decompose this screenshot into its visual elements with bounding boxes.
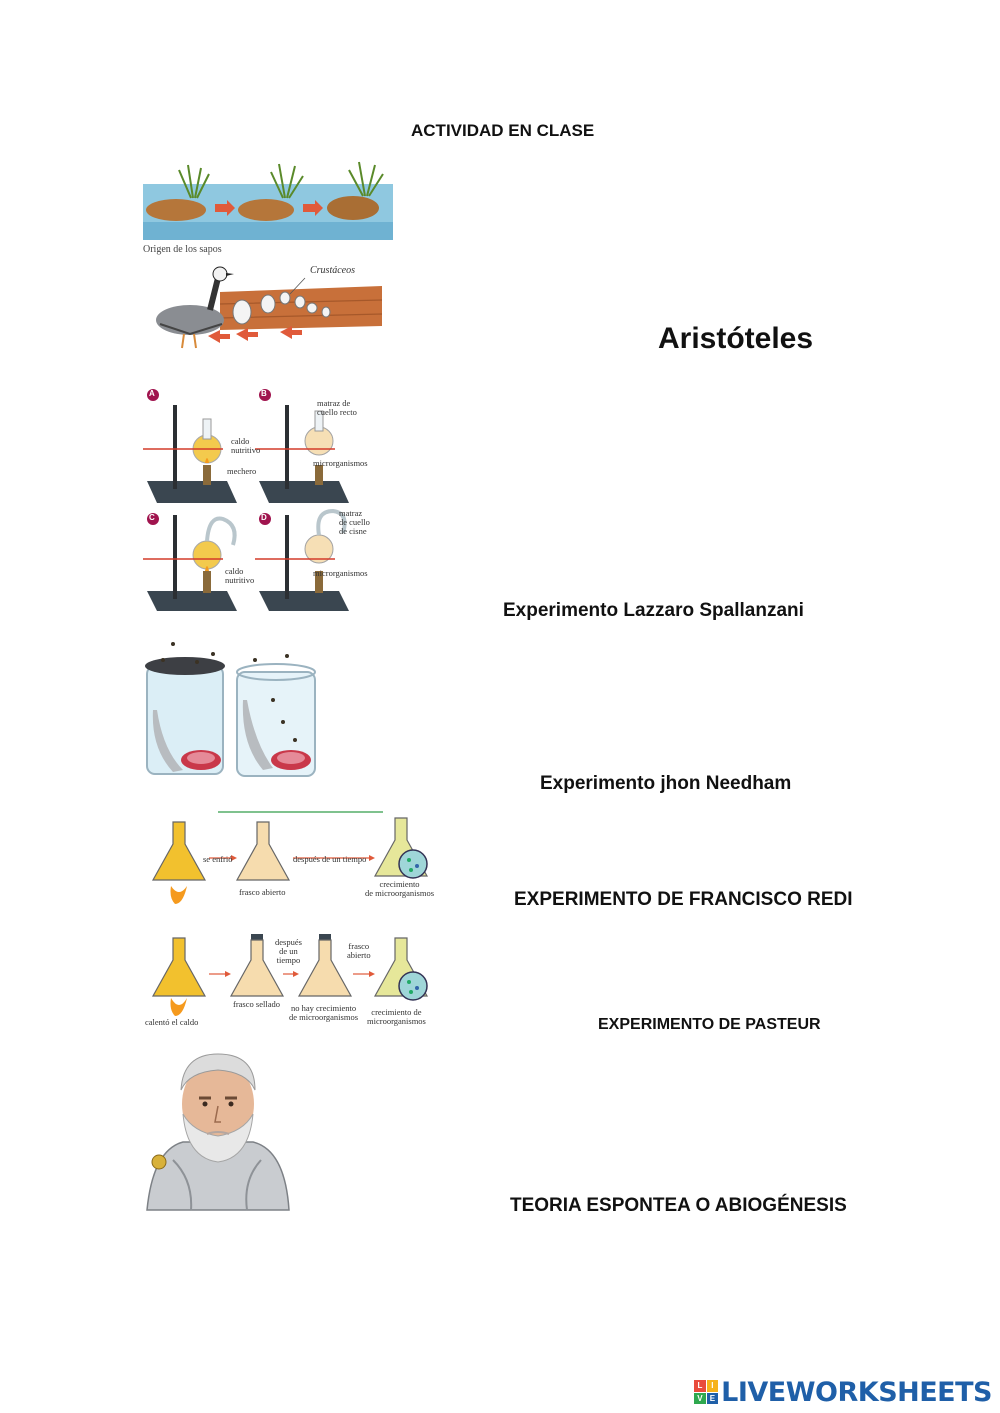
marker-b: B [261,389,267,398]
note-caldo-a: caldo nutritivo [231,436,261,455]
jars-image [143,640,323,780]
flask-sequence-2-image [143,930,443,1035]
note-mechero: mechero [227,466,257,476]
label-redi: EXPERIMENTO DE FRANCISCO REDI [514,889,853,910]
step-frasco-abierto: frasco abierto [347,941,371,960]
jars-drawing [143,640,323,780]
label-pasteur: EXPERIMENTO DE PASTEUR [598,1016,821,1033]
caption-frasco-abierto: frasco abierto [239,887,286,897]
goose-barnacle-image [150,264,385,354]
badge-i: I [707,1380,719,1392]
label-aristoteles: Aristóteles [658,322,814,355]
label-abiogenesis: TEORIA ESPONTEA O ABIOGÉNESIS [510,1195,847,1216]
marker-d: D [261,513,267,522]
liveworksheets-logo[interactable] [694,1376,992,1408]
caption-frasco-sellado: frasco sellado [233,999,280,1009]
badge-l: L [694,1380,706,1392]
logo-text: LIVEWORKSHEETS [721,1376,992,1408]
marker-c: C [149,513,155,522]
flask-sequence-1-image [143,808,443,908]
toads-origin-image [143,160,393,255]
caption-calento-caldo: calentó el caldo [145,1017,199,1027]
note-micro-b: microrganismos [313,458,368,468]
note-micro-d: microrganismos [313,568,368,578]
caption-crecimiento-1: crecimiento de microorganismos [365,879,435,898]
badge-v: V [694,1393,706,1405]
badge-e: E [707,1393,719,1405]
caption-no-crecimiento: no hay crecimiento de microorganismos [289,1003,359,1022]
logo-badge-icon [694,1380,718,1404]
step-despues-tiempo: después de un tiempo [293,854,367,864]
note-caldo-c: caldo nutritivo [225,566,255,585]
label-needham: Experimento jhon Needham [540,773,792,794]
note-matraz-cisne: matraz de cuello de cisne [339,508,370,536]
caption-crecimiento-2: crecimiento de microorganismos [367,1007,426,1026]
goose-barnacle-drawing [150,264,385,354]
label-spallanzani: Experimento Lazzaro Spallanzani [503,600,804,621]
marker-a: A [149,389,155,398]
step-despues-de-un-tiempo: después de un tiempo [275,937,302,965]
toads-origin-drawing [143,160,393,242]
aristotle-portrait-image [143,1050,293,1215]
crustaceans-caption: Crustáceos [310,265,355,276]
spallanzani-apparatus-image [143,385,373,610]
toads-origin-caption: Origen de los sapos [143,244,222,255]
page-title: ACTIVIDAD EN CLASE [411,121,595,140]
note-matraz-recto: matraz de cuello recto [317,398,357,417]
aristotle-drawing [143,1050,293,1215]
step-se-enfrio: se enfrió [203,854,233,864]
